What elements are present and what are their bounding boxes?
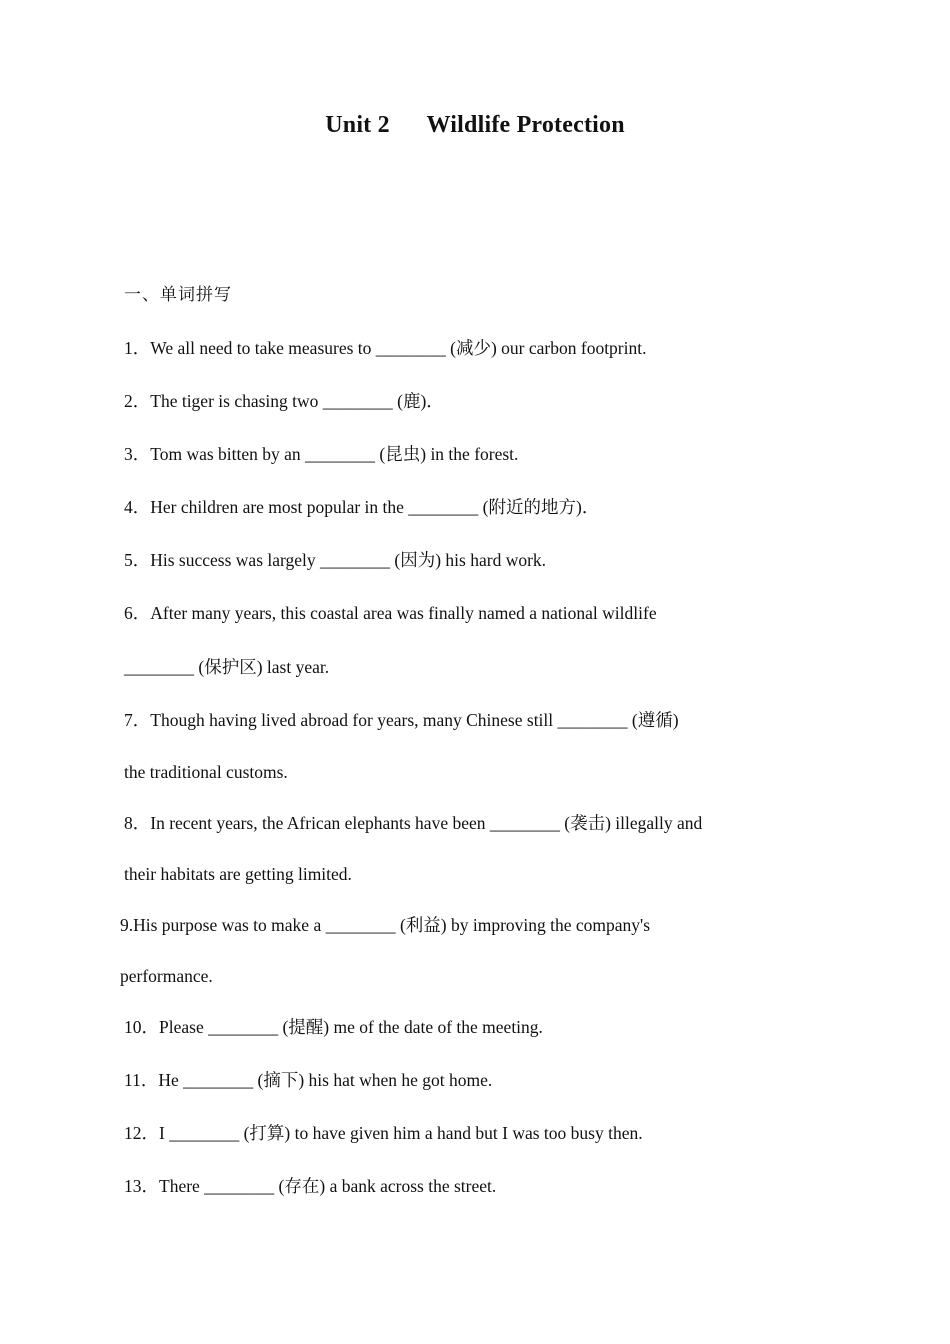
- exercise-line-11: 11．He ________ (摘下) his hat when he got home.: [124, 1070, 493, 1090]
- exercise-line-3: 3．Tom was bitten by an ________ (昆虫) in the forest.: [124, 444, 519, 464]
- exercise-line-8: 8．In recent years, the African elephants have been ________ (袭击) illegally and: [124, 813, 703, 833]
- exercise-line-6-cont: ________ (保护区) last year.: [124, 657, 330, 677]
- section-heading: 一、单词拼写: [124, 285, 232, 305]
- exercise-line-13: 13．There ________ (存在) a bank across the street.: [124, 1176, 497, 1196]
- exercise-line-7: 7．Though having lived abroad for years, many Chinese still ________ (遵循): [124, 710, 679, 730]
- exercise-line-7-cont: the traditional customs.: [124, 762, 288, 782]
- exercise-line-8-cont: their habitats are getting limited.: [124, 864, 352, 884]
- exercise-line-10: 10．Please ________ (提醒) me of the date of the meeting.: [124, 1017, 543, 1037]
- exercise-line-9-cont: performance.: [120, 966, 213, 986]
- exercise-line-6: 6．After many years, this coastal area was finally named a national wildlife: [124, 603, 657, 623]
- exercise-line-5: 5．His success was largely ________ (因为) his hard work.: [124, 550, 547, 570]
- exercise-line-4: 4．Her children are most popular in the ________ (附近的地方)．: [124, 497, 600, 517]
- exercise-line-9: 9.His purpose was to make a ________ (利益) by improving the company's: [120, 915, 651, 935]
- exercise-line-12: 12．I ________ (打算) to have given him a hand but I was too busy then.: [124, 1123, 643, 1143]
- exercise-line-2: 2．The tiger is chasing two ________ (鹿)．: [124, 391, 444, 411]
- exercise-line-1: 1．We all need to take measures to ________ (减少) our carbon footprint.: [124, 338, 647, 358]
- page-title: Unit 2 Wildlife Protection: [325, 112, 625, 138]
